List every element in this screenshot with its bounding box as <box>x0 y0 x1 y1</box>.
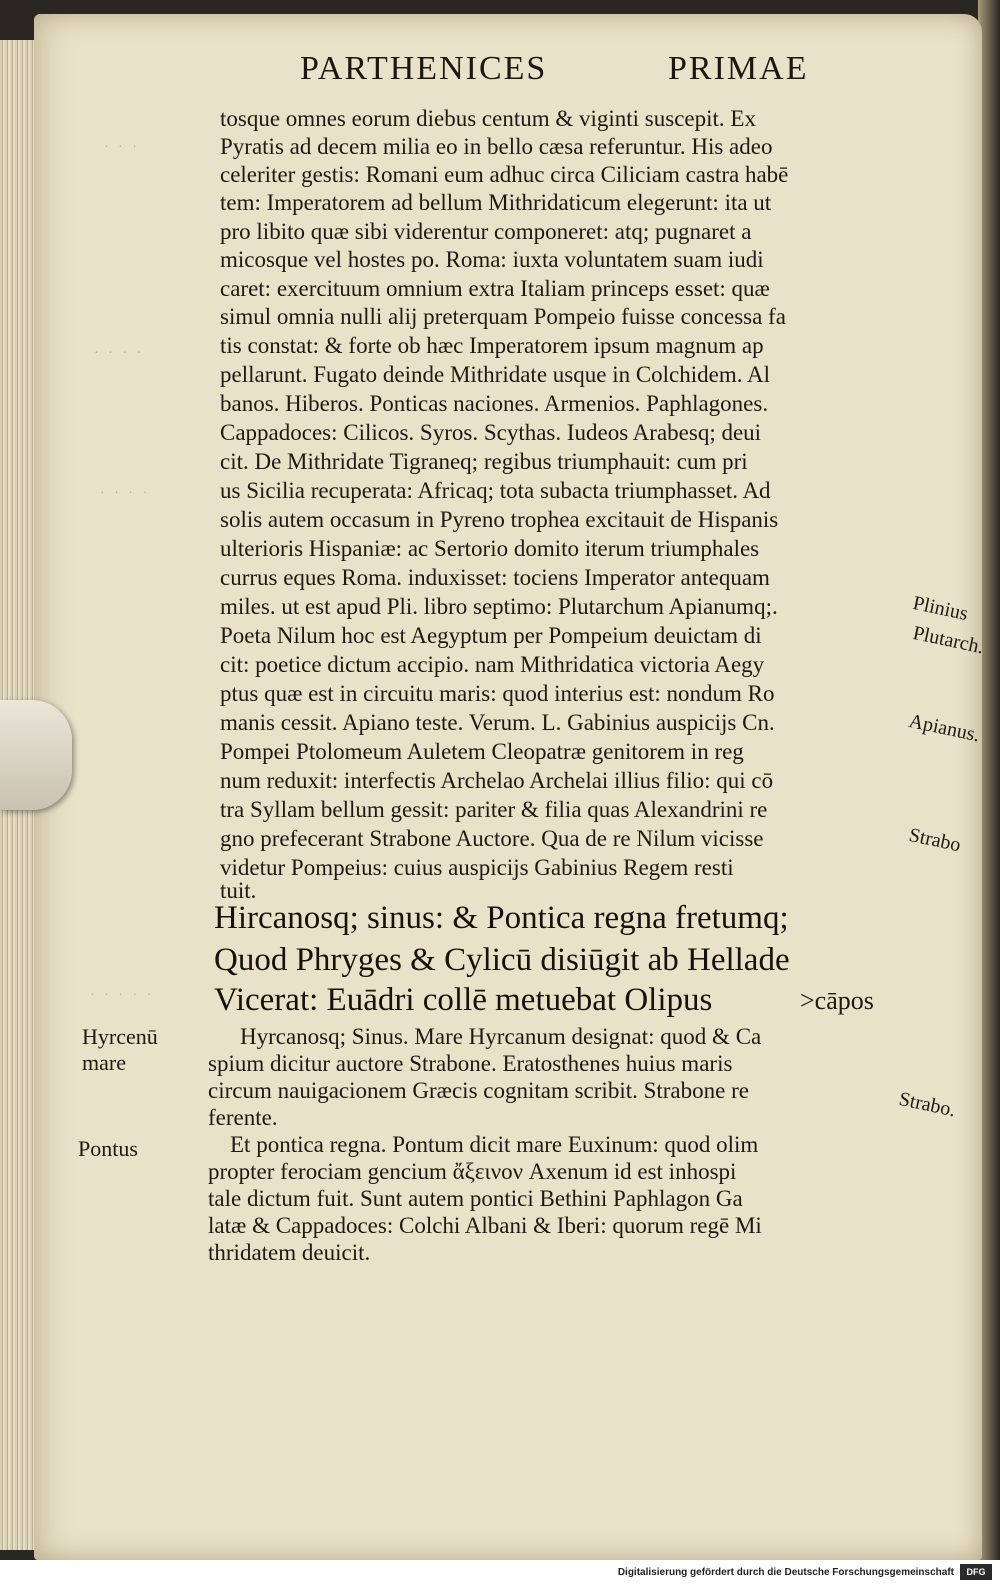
text-line: tosque omnes eorum diebus centum & viginti suscepit. Ex <box>220 106 756 131</box>
text-line: manis cessit. Apiano teste. Verum. L. Gabinius auspicijs Cn. <box>220 710 775 735</box>
text-line: celeriter gestis: Romani eum adhuc circa Ciliciam castra habē <box>220 162 789 187</box>
book-clasp <box>0 700 72 810</box>
text-line: tale dictum fuit. Sunt autem pontici Bethini Paphlagon Ga <box>208 1186 743 1211</box>
margin-note-pontus: Pontus <box>78 1136 138 1161</box>
text-line: thridatem deuicit. <box>208 1240 371 1265</box>
text-line: propter ferociam gencium ἄξεινον Axenum id est inhospi <box>208 1159 737 1184</box>
text-line: latæ & Cappadoces: Colchi Albani & Iberi: quorum regē Mi <box>208 1213 762 1238</box>
text-line: pellarunt. Fugato deinde Mithridate usque in Colchidem. Al <box>220 362 770 387</box>
text-line: tuit. <box>220 878 257 903</box>
show-through-mark: · · · <box>104 140 140 155</box>
margin-note-plutarch: Plutarch. <box>911 621 986 659</box>
text-line: micosque vel hostes po. Roma: iuxta voluntatem suam iudi <box>220 247 764 272</box>
text-line: miles. ut est apud Pli. libro septimo: Plutarchum Apianumq;. <box>220 594 778 619</box>
show-through-mark: · · · · <box>100 486 151 501</box>
text-line: Et pontica regna. Pontum dicit mare Euxinum: quod olim <box>230 1132 759 1157</box>
verse-continuation: >cāpos <box>800 986 874 1015</box>
running-head-left: PARTHENICES <box>300 50 548 87</box>
show-through-mark: · · · · <box>94 346 145 361</box>
text-line: us Sicilia recuperata: Africaq; tota subacta triumphasset. Ad <box>220 478 771 503</box>
margin-note-strabo: Strabo <box>907 823 963 857</box>
text-line: videtur Pompeius: cuius auspicijs Gabinius Regem resti <box>220 855 734 880</box>
text-line: Pompei Ptolomeum Auletem Cleopatræ genitorem in reg <box>220 739 744 764</box>
verse-line: Vicerat: Euādri collē metuebat Olipus <box>214 982 713 1018</box>
text-line: tis constat: & forte ob hæc Imperatorem ipsum magnum ap <box>220 333 764 358</box>
text-line: num reduxit: interfectis Archelao Archelai illius filio: qui cō <box>220 768 774 793</box>
text-line: currus eques Roma. induxisset: tociens Imperator antequam <box>220 565 770 590</box>
show-through-mark: · · · · · <box>90 988 155 1003</box>
text-line: tra Syllam bellum gessit: pariter & filia quas Alexandrini re <box>220 797 768 822</box>
text-line: gno prefecerant Strabone Auctore. Qua de re Nilum vicisse <box>220 826 764 851</box>
text-line: solis autem occasum in Pyreno trophea excitauit de Hispanis <box>220 507 779 532</box>
text-line: spium dicitur auctore Strabone. Eratosthenes huius maris <box>208 1051 733 1076</box>
text-line: cit: poetice dictum accipio. nam Mithridatica victoria Aegy <box>220 652 765 677</box>
text-line: Cappadoces: Cilicos. Syros. Scythas. Iudeos Arabesq; deui <box>220 420 762 445</box>
margin-note-apianus: Apianus. <box>907 709 982 747</box>
text-line: simul omnia nulli alij preterquam Pompeio fuisse concessa fa <box>220 304 786 329</box>
dfg-logo: DFG <box>960 1564 992 1580</box>
margin-note-strabo-2: Strabo. <box>897 1087 958 1122</box>
margin-note-hyrcanum: Hyrcenū mare <box>82 1024 158 1075</box>
text-line: Hyrcanosq; Sinus. Mare Hyrcanum designat: quod & Ca <box>240 1024 762 1049</box>
verse-line: Hircanosq; sinus: & Pontica regna fretumq; <box>214 900 789 936</box>
text-line: ptus quæ est in circuitu maris: quod interius est: nondum Ro <box>220 681 775 706</box>
text-line: ferente. <box>208 1105 278 1130</box>
text-line: Poeta Nilum hoc est Aegyptum per Pompeium deuictam di <box>220 623 762 648</box>
footer-credit: Digitalisierung gefördert durch die Deutsche Forschungsgemeinschaft <box>617 1567 954 1578</box>
running-head-right: PRIMAE <box>668 50 809 87</box>
verse-line: Quod Phryges & Cylicū disiūgit ab Hellade <box>214 942 790 978</box>
text-line: tem: Imperatorem ad bellum Mithridaticum elegerunt: ita ut <box>220 190 772 215</box>
margin-note-plinius: Plinius <box>911 591 970 626</box>
text-line: circum nauigacionem Græcis cognitam scribit. Strabone re <box>208 1078 749 1103</box>
text-line: pro libito quæ sibi viderentur componeret: atq; pugnaret a <box>220 219 752 244</box>
text-line: banos. Hiberos. Ponticas naciones. Armenios. Paphlagones. <box>220 391 769 416</box>
text-line: Pyratis ad decem milia eo in bello cæsa referuntur. His adeo <box>220 134 773 159</box>
text-line: ulterioris Hispaniæ: ac Sertorio domito iterum triumphales <box>220 536 760 561</box>
text-line: caret: exercituum omnium extra Italiam princeps esset: quæ <box>220 276 770 301</box>
text-line: cit. De Mithridate Tigraneq; regibus triumphauit: cum pri <box>220 449 748 474</box>
